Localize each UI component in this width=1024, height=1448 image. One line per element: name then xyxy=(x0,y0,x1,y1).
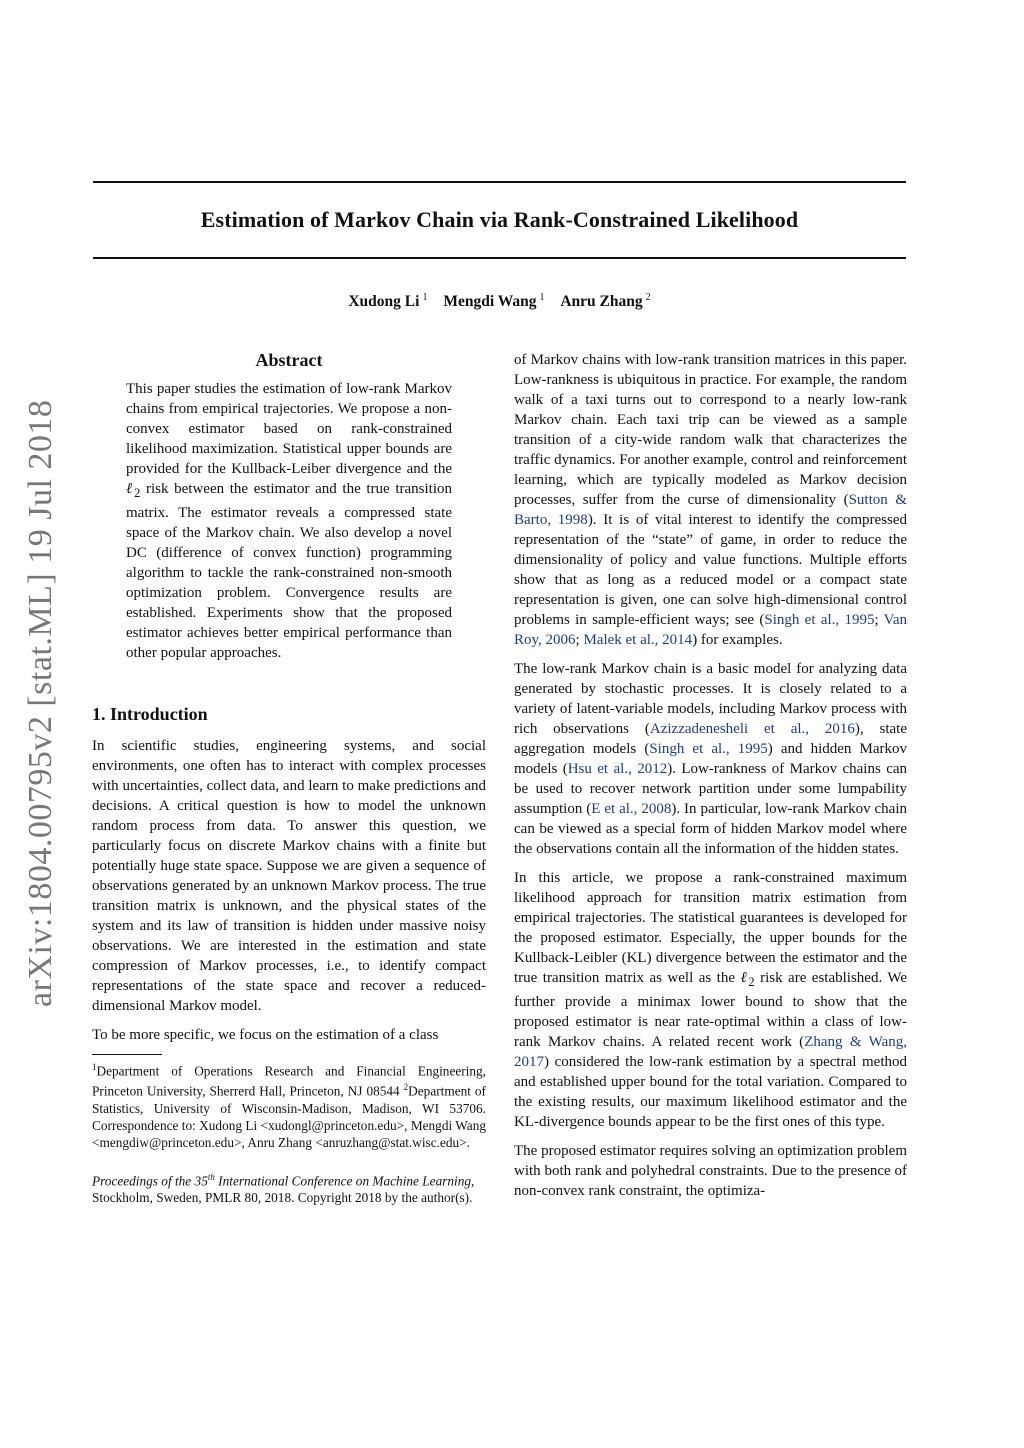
citation-link[interactable]: Zhang & Wang, 2017 xyxy=(514,1034,907,1070)
footnote-text: Department of Operations Research and Financial Engineering, Princeton University, Sherrerd Hall, Princeton, NJ 08544 xyxy=(92,1063,486,1099)
paragraph-text: risk are established. We further provide a minimax lower bound to show that the proposed estimator is near rate-optimal within a class of low-rank Markov chains. A related recent work ( xyxy=(514,970,907,1050)
author-affiliation-mark: 1 xyxy=(422,292,428,303)
abstract-body xyxy=(126,379,452,663)
abstract-text: risk between the estimator and the true transition matrix. The estimator reveals a compressed state space of the Markov chain. We also develop a novel DC (difference of convex function) programming algorithm to tackle the rank-constrained non-smooth optimization problem. Convergence results are established. Experiments show that the proposed estimator achieves better empirical performance than other popular approaches. xyxy=(126,481,452,661)
proceedings-text: Proceedings of the xyxy=(92,1173,195,1189)
author-name: Mengdi Wang xyxy=(443,293,537,311)
left-column xyxy=(92,350,486,1206)
paragraph-text: ) and hidden Markov models ( xyxy=(514,741,907,777)
right-column xyxy=(514,350,907,1210)
citation-link[interactable]: Singh et al., 1995 xyxy=(764,612,875,628)
citation-link[interactable]: Sutton & Barto, 1998 xyxy=(514,492,907,528)
paragraph-text: ). Low-rankness of Markov chains can be used to recover network partition under some lumpability assumption ( xyxy=(514,761,908,817)
ell-symbol: ℓ xyxy=(126,481,135,497)
arxiv-identifier-stamp: arXiv:1804.00795v2 [stat.ML] 19 Jul 2018 xyxy=(22,399,59,1007)
author xyxy=(348,293,427,310)
author-list xyxy=(93,292,906,311)
paragraph-text: The low-rank Markov chain is a basic model for analyzing data generated by stochastic processes. It is closely related to a variety of latent-variable models, including Markov process with rich observations ( xyxy=(514,661,907,737)
author-affiliation-mark: 2 xyxy=(645,292,651,303)
abstract-text: This paper studies the estimation of low-rank Markov chains from empirical trajectories. We propose a non-convex estimator based on rank-constrained likelihood maximization. Statistical upper bounds are provided for the Kullback-Leiber divergence and the xyxy=(126,381,452,477)
citation-link[interactable]: Malek et al., 2014 xyxy=(583,632,693,648)
citation-link[interactable]: E et al., 2008 xyxy=(591,801,672,817)
citation-link[interactable]: Hsu et al., 2012 xyxy=(567,761,668,777)
paragraph-text: In this article, we propose a rank-constrained maximum likelihood approach for transition matrix estimation from empirical trajectories. The statistical guarantees is developed for the proposed estimator. Especially, the upper bounds for the Kullback-Leibler (KL) divergence between the estimator and the true transition matrix as well as the xyxy=(514,870,907,986)
author-name: Xudong Li xyxy=(348,293,420,311)
footnote-text: Department of Statistics, University of Wisconsin-Madison, Madison, WI 53706. Correspondence to: Xudong Li <xudongl@princeton.edu>, Mengdi Wang <mengdiw@princeton.edu>, Anru Zhang <anruzhang@stat.wisc.edu>. xyxy=(92,1083,486,1150)
abstract-heading: Abstract xyxy=(255,350,323,370)
proceedings-superscript: th xyxy=(207,1171,215,1182)
intro-paragraph xyxy=(514,868,907,1132)
subscript: 2 xyxy=(134,486,141,500)
citation-link[interactable]: Van Roy, 2006 xyxy=(514,612,907,648)
author xyxy=(443,293,544,310)
citation-link[interactable]: Azizzadenesheli et al., 2016 xyxy=(649,721,855,737)
proceedings-note xyxy=(92,1169,486,1206)
title-rule-top xyxy=(93,181,906,183)
intro-paragraph-continued xyxy=(514,350,907,650)
paragraph-text: ; xyxy=(874,612,884,628)
author xyxy=(560,293,650,310)
intro-paragraph: In scientific studies, engineering systems, and social environments, one often has to interact with complex processes with uncertainties, collect data, and learn to make predictions and decisions. A critical question is how to model the unknown random process from data. To answer this question, we particularly focus on discrete Markov chains with a finite but potentially huge state space. Suppose we are given a sequence of observations generated by an unknown Markov process. The true transition matrix is unknown, and the physical states of the system and its law of transition is hidden under massive noisy observations. We are interested in the estimation and state compression of Markov processes, i.e., to identify compact representations of the state space and recover a reduced-dimensional Markov model. xyxy=(92,738,486,1014)
footnote-mark: 2 xyxy=(403,1082,409,1093)
paper-title: Estimation of Markov Chain via Rank-Constrained Likelihood xyxy=(200,207,799,232)
paragraph-text: ). In particular, low-rank Markov chain can be viewed as a special form of hidden Markov model where the observations contain all the information of the hidden states. xyxy=(514,801,907,857)
paragraph-text: ) considered the low-rank estimation by a spectral method and established upper bound for the total variation. Compared to the existing results, our maximum likelihood estimator and the KL-divergence bounds appear to be the first ones of this type. xyxy=(514,1054,907,1130)
section-heading-introduction: 1. Introduction xyxy=(92,704,208,724)
subscript: 2 xyxy=(748,975,755,989)
proceedings-text: International Conference on Machine Learning xyxy=(214,1173,472,1189)
paragraph-text: ) for examples. xyxy=(692,632,783,648)
footnote-rule xyxy=(92,1054,162,1055)
author-affiliation-mark: 1 xyxy=(539,292,545,303)
ell-symbol: ℓ xyxy=(740,970,749,986)
intro-paragraph-start: To be more specific, we focus on the estimation of a class xyxy=(92,1027,439,1043)
author-name: Anru Zhang xyxy=(560,293,643,311)
proceedings-number: 35 xyxy=(194,1173,208,1189)
intro-paragraph xyxy=(514,659,907,859)
title-rule-bottom xyxy=(93,257,906,259)
intro-paragraph: The proposed estimator requires solving an optimization problem with both rank and polyhedral constraints. Due to the presence of non-convex rank constraint, the optimiza- xyxy=(514,1143,907,1199)
paragraph-text: ), state aggregation models ( xyxy=(514,721,908,757)
paragraph-text: ; xyxy=(575,632,584,648)
paragraph-text: of Markov chains with low-rank transition matrices in this paper. Low-rankness is ubiquitous in practice. For example, the random walk of a taxi turns out to correspond to a nearly low-rank Markov chain. Each taxi trip can be viewed as a sample transition of a city-wide random walk that characterizes the traffic dynamics. For another example, control and reinforcement learning, which are typically modeled as Markov decision processes, suffer from the curse of dimensionality ( xyxy=(514,352,907,508)
paragraph-text: ). It is of vital interest to identify the compressed representation of the “state” of game, in order to reduce the dimensionality of policy and value functions. Multiple efforts show that as long as a reduced model or a compact state representation is given, one can solve high-dimensional control problems in sample-efficient ways; see ( xyxy=(514,512,908,628)
proceedings-text: , Stockholm, Sweden, PMLR 80, 2018. Copyright 2018 by the author(s). xyxy=(92,1173,475,1206)
affiliation-footnote xyxy=(92,1059,486,1151)
citation-link[interactable]: Singh et al., 1995 xyxy=(649,741,768,757)
footnote-mark: 1 xyxy=(92,1062,97,1072)
